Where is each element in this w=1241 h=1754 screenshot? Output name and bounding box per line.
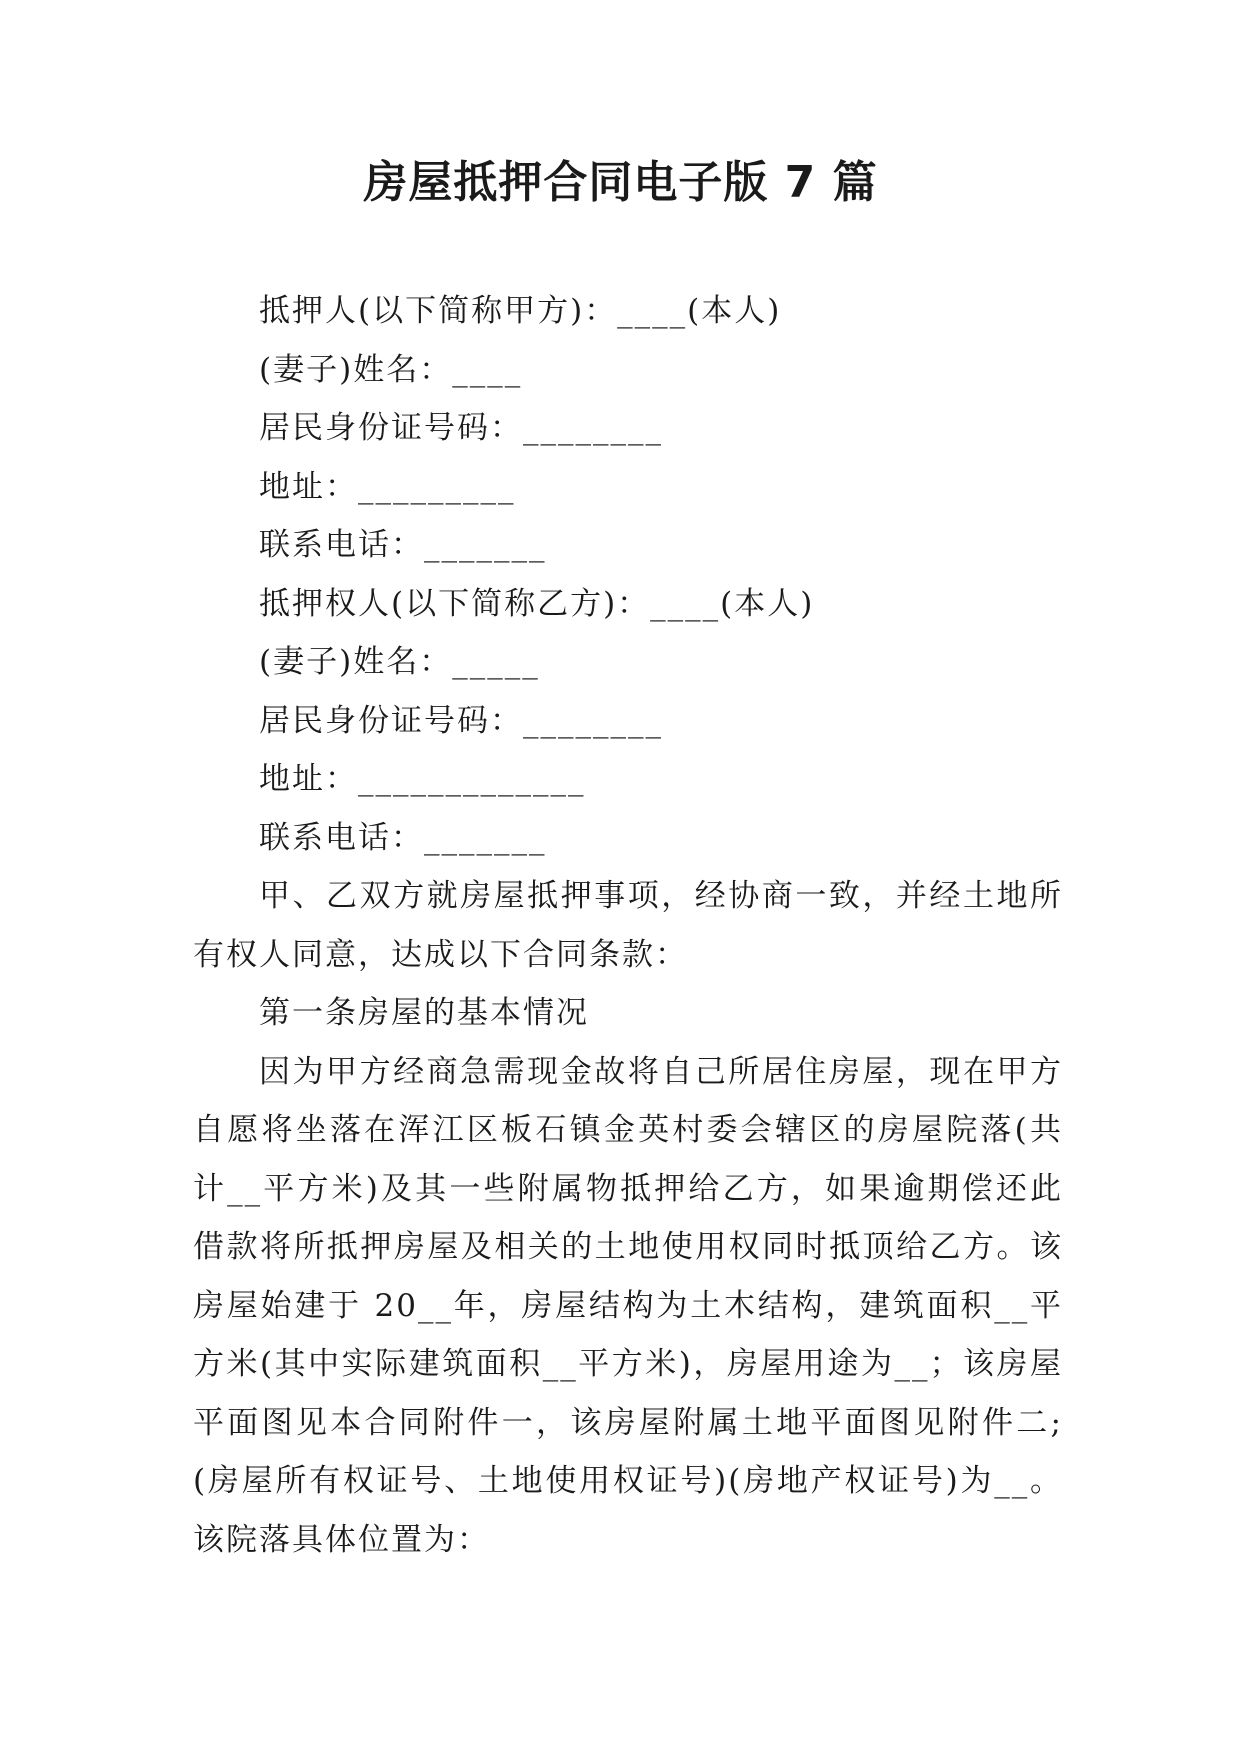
intro-paragraph: 甲、乙双方就房屋抵押事项，经协商一致，并经土地所有权人同意，达成以下合同条款：: [193, 878, 1063, 973]
article-1-heading: 第一条房屋的基本情况: [259, 995, 589, 1031]
document-body: [193, 282, 1063, 1569]
mortgagor-id-number-line: 居民身份证号码：________: [259, 410, 663, 446]
document-title: 房屋抵押合同电子版 7 篇: [363, 157, 878, 208]
mortgagor-line: 抵押人(以下简称甲方)：____(本人): [259, 293, 782, 329]
mortgagee-id-number-line: 居民身份证号码：________: [259, 702, 663, 739]
mortgagee-address-line: 地址：_____________: [259, 761, 586, 797]
mortgagor-spouse-name-line: (妻子)姓名：____: [259, 351, 523, 388]
article-1-paragraph: 因为甲方经商急需现金故将自己所居住房屋，现在甲方自愿将坐落在浑江区板石镇金英村委会辖区的房屋院落(共计__平方米)及其一些附属物抵押给乙方，如果逾期偿还此借款将所抵押房屋及相关的土地使用权同时抵顶给乙方。该房屋始建于 20__年，房屋结构为土木结构，建筑面积__平方米(其中实际建筑面积__平方米)，房屋用途为__；该房屋平面图见本合同附件一，该房屋附属土地平面图见附件二;(房屋所有权证号、土地使用权证号)(房地产权证号)为__。该院落具体位置为：: [193, 1053, 1063, 1558]
mortgagee-spouse-name-line: (妻子)姓名：_____: [259, 644, 540, 680]
mortgagor-address-line: 地址：_________: [259, 468, 516, 505]
mortgagor-phone-line: 联系电话：_______: [259, 527, 547, 563]
mortgagee-phone-line: 联系电话：_______: [259, 819, 547, 856]
mortgagee-line: 抵押权人(以下简称乙方)：____(本人): [259, 585, 815, 622]
